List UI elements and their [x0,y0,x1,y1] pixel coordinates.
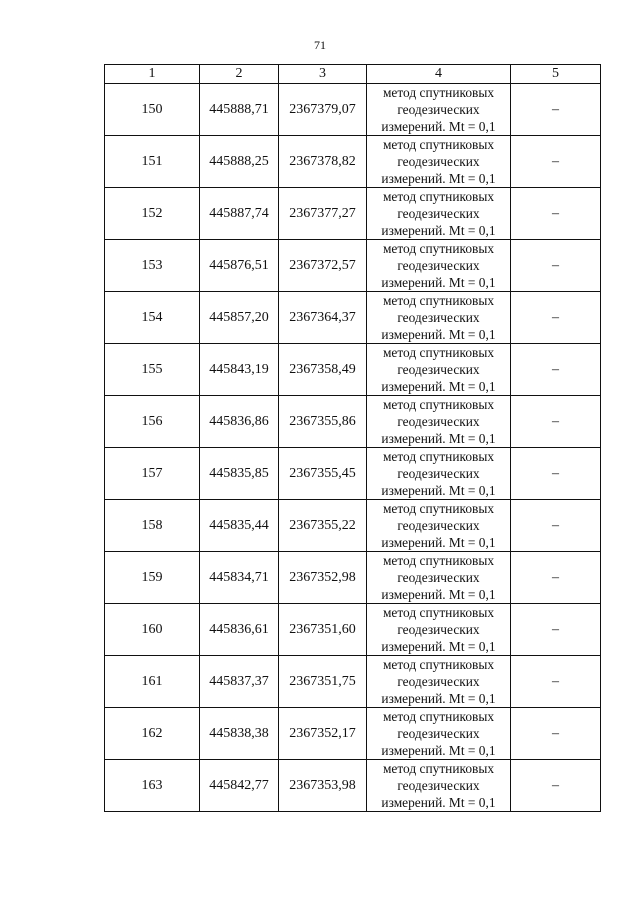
method-line: геодезических [397,518,480,533]
method-line: измерений. Mt = 0,1 [381,327,496,342]
table-header [105,65,601,84]
method-line: метод спутниковых [382,397,495,412]
y-coordinate-cell: 2367352,17 [279,708,367,760]
x-coordinate-cell: 445888,25 [200,136,279,188]
header-row [105,65,601,84]
x-coordinate-cell: 445887,74 [200,188,279,240]
table-row [105,760,601,812]
table-row [105,708,601,760]
method-line: измерений. Mt = 0,1 [381,535,496,550]
table-row [105,396,601,448]
table-row [105,84,601,136]
method-line: геодезических [397,570,480,585]
method-line: метод спутниковых [382,709,495,724]
point-number-cell: 163 [105,760,200,812]
method-line: измерений. Mt = 0,1 [381,431,496,446]
method-line: метод спутниковых [382,137,495,152]
method-cell [367,136,511,188]
note-cell: – [511,188,601,240]
x-coordinate-cell: 445842,77 [200,760,279,812]
method-line: измерений. Mt = 0,1 [381,379,496,394]
method-line: измерений. Mt = 0,1 [381,119,496,134]
coordinates-table [104,64,601,812]
point-number-cell: 160 [105,604,200,656]
method-line: метод спутниковых [382,85,495,100]
y-coordinate-cell: 2367351,75 [279,656,367,708]
note-cell: – [511,708,601,760]
y-coordinate-cell: 2367377,27 [279,188,367,240]
note-cell: – [511,552,601,604]
x-coordinate-cell: 445838,38 [200,708,279,760]
note-cell: – [511,604,601,656]
table-row [105,448,601,500]
method-line: метод спутниковых [382,761,495,776]
method-line: измерений. Mt = 0,1 [381,483,496,498]
method-line: измерений. Mt = 0,1 [381,587,496,602]
method-cell [367,500,511,552]
point-number-cell: 151 [105,136,200,188]
table-row [105,240,601,292]
table-row [105,656,601,708]
column-header-1: 1 [105,65,200,84]
method-line: геодезических [397,310,480,325]
table-body [105,84,601,812]
y-coordinate-cell: 2367355,86 [279,396,367,448]
point-number-cell: 157 [105,448,200,500]
point-number-cell: 158 [105,500,200,552]
note-cell: – [511,656,601,708]
column-header-5: 5 [511,65,601,84]
table-row [105,136,601,188]
x-coordinate-cell: 445836,86 [200,396,279,448]
method-line: измерений. Mt = 0,1 [381,275,496,290]
y-coordinate-cell: 2367364,37 [279,292,367,344]
x-coordinate-cell: 445835,44 [200,500,279,552]
method-line: метод спутниковых [382,501,495,516]
method-line: метод спутниковых [382,241,495,256]
x-coordinate-cell: 445888,71 [200,84,279,136]
x-coordinate-cell: 445837,37 [200,656,279,708]
x-coordinate-cell: 445836,61 [200,604,279,656]
table-row [105,292,601,344]
method-line: метод спутниковых [382,189,495,204]
method-line: метод спутниковых [382,657,495,672]
point-number-cell: 150 [105,84,200,136]
x-coordinate-cell: 445876,51 [200,240,279,292]
method-cell [367,396,511,448]
method-line: геодезических [397,622,480,637]
note-cell: – [511,760,601,812]
note-cell: – [511,136,601,188]
method-cell [367,240,511,292]
method-line: метод спутниковых [382,293,495,308]
method-line: геодезических [397,362,480,377]
method-line: измерений. Mt = 0,1 [381,223,496,238]
method-cell [367,448,511,500]
method-cell [367,708,511,760]
y-coordinate-cell: 2367355,22 [279,500,367,552]
method-line: геодезических [397,154,480,169]
method-line: измерений. Mt = 0,1 [381,691,496,706]
method-cell [367,604,511,656]
method-cell [367,84,511,136]
note-cell: – [511,500,601,552]
method-line: геодезических [397,102,480,117]
y-coordinate-cell: 2367355,45 [279,448,367,500]
y-coordinate-cell: 2367372,57 [279,240,367,292]
note-cell: – [511,396,601,448]
method-line: измерений. Mt = 0,1 [381,795,496,810]
note-cell: – [511,292,601,344]
method-cell [367,552,511,604]
table-row [105,552,601,604]
point-number-cell: 152 [105,188,200,240]
x-coordinate-cell: 445835,85 [200,448,279,500]
column-header-3: 3 [279,65,367,84]
x-coordinate-cell: 445857,20 [200,292,279,344]
method-cell [367,344,511,396]
y-coordinate-cell: 2367353,98 [279,760,367,812]
method-line: геодезических [397,206,480,221]
x-coordinate-cell: 445843,19 [200,344,279,396]
y-coordinate-cell: 2367351,60 [279,604,367,656]
note-cell: – [511,344,601,396]
point-number-cell: 161 [105,656,200,708]
method-line: метод спутниковых [382,553,495,568]
method-line: измерений. Mt = 0,1 [381,171,496,186]
method-line: метод спутниковых [382,345,495,360]
point-number-cell: 156 [105,396,200,448]
method-line: геодезических [397,466,480,481]
table-row [105,344,601,396]
method-line: метод спутниковых [382,605,495,620]
y-coordinate-cell: 2367358,49 [279,344,367,396]
method-line: геодезических [397,414,480,429]
x-coordinate-cell: 445834,71 [200,552,279,604]
method-cell [367,188,511,240]
column-header-2: 2 [200,65,279,84]
table-row [105,604,601,656]
point-number-cell: 154 [105,292,200,344]
table-row [105,188,601,240]
method-line: метод спутниковых [382,449,495,464]
method-cell [367,760,511,812]
method-line: геодезических [397,726,480,741]
column-header-4: 4 [367,65,511,84]
point-number-cell: 162 [105,708,200,760]
method-line: измерений. Mt = 0,1 [381,743,496,758]
table-row [105,500,601,552]
method-line: геодезических [397,258,480,273]
method-cell [367,292,511,344]
note-cell: – [511,448,601,500]
note-cell: – [511,84,601,136]
method-line: геодезических [397,674,480,689]
method-line: геодезических [397,778,480,793]
y-coordinate-cell: 2367352,98 [279,552,367,604]
method-cell [367,656,511,708]
point-number-cell: 155 [105,344,200,396]
note-cell: – [511,240,601,292]
method-line: измерений. Mt = 0,1 [381,639,496,654]
point-number-cell: 159 [105,552,200,604]
y-coordinate-cell: 2367379,07 [279,84,367,136]
page-number: 71 [314,38,326,52]
y-coordinate-cell: 2367378,82 [279,136,367,188]
point-number-cell: 153 [105,240,200,292]
